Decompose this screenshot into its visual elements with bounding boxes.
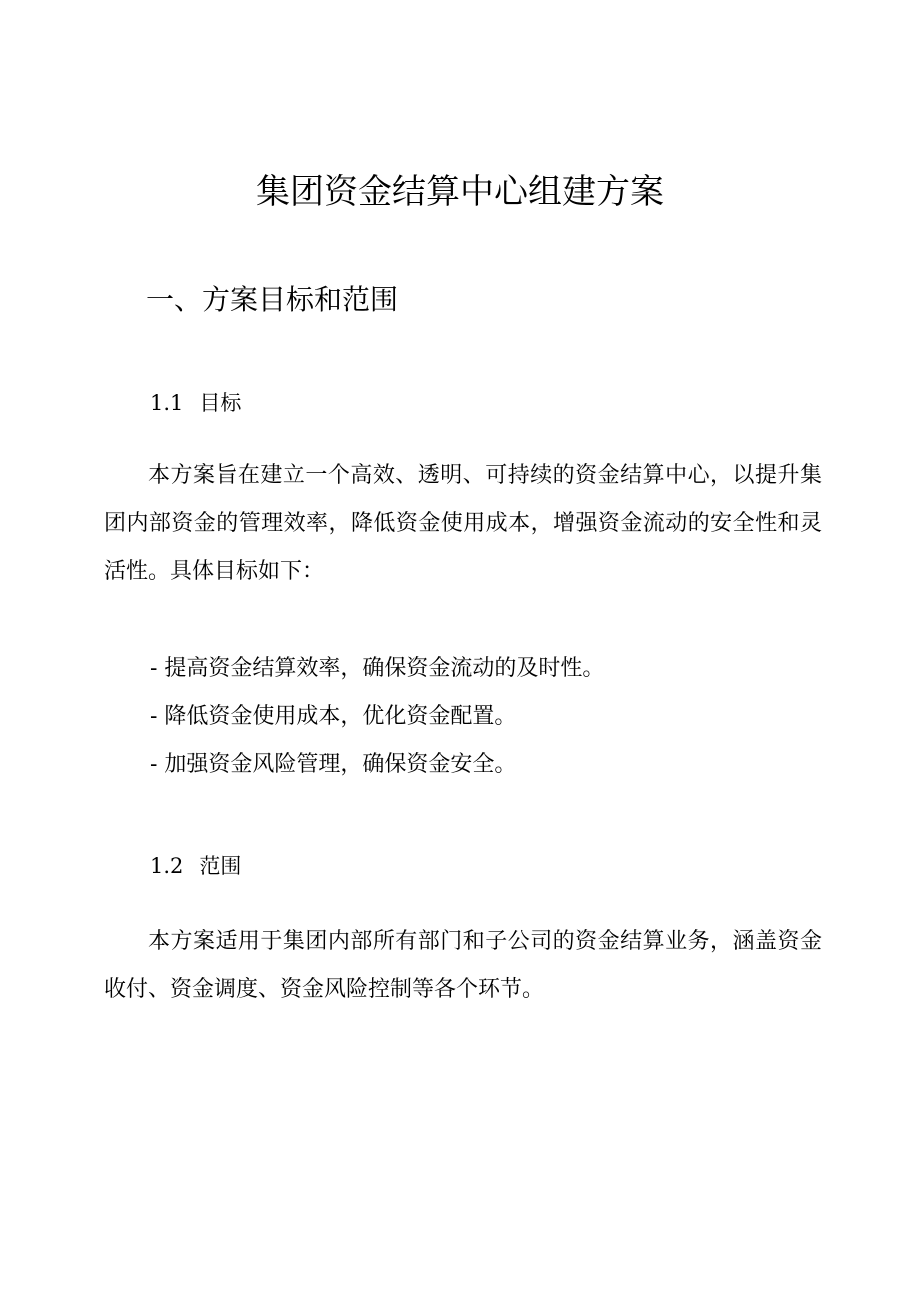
section-heading: 一、方案目标和范围 [146,283,399,316]
subsection-title: 目标 [199,391,242,415]
list-item: - 提高资金结算效率，确保资金流动的及时性。 [150,656,605,681]
subsection-heading-goals [150,388,241,418]
list-item: - 降低资金使用成本，优化资金配置。 [150,704,517,729]
list-item: - 加强资金风险管理，确保资金安全。 [150,752,517,777]
document-title: 集团资金结算中心组建方案 [256,172,664,212]
subsection-title: 范围 [199,854,242,878]
goals-paragraph: 本方案旨在建立一个高效、透明、可持续的资金结算中心，以提升集团内部资金的管理效率，降低资金使用成本，增强资金流动的安全性和灵活性。具体目标如下： [104,463,822,584]
scope-paragraph: 本方案适用于集团内部所有部门和子公司的资金结算业务，涵盖资金收付、资金调度、资金风险控制等各个环节。 [104,929,822,1002]
subsection-number: 1.2 [150,854,184,878]
subsection-number: 1.1 [150,391,184,415]
goals-bullet-list [150,645,604,789]
subsection-heading-scope [150,851,241,881]
